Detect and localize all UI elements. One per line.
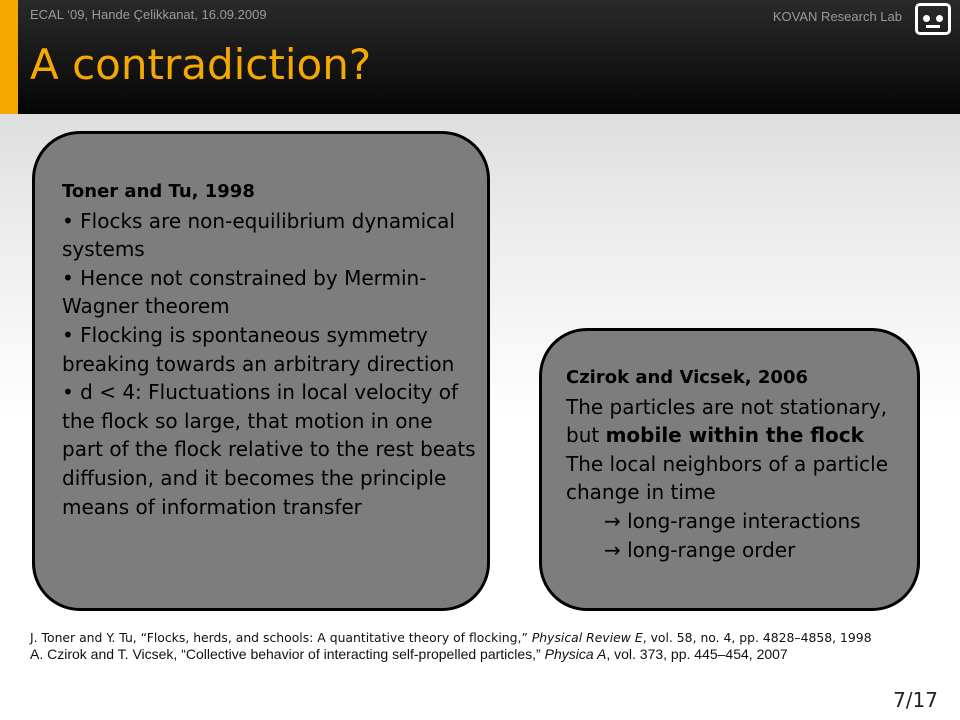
arrow-line: → long-range interactions [604,508,861,533]
reference-item [30,646,930,663]
toner-tu-panel [32,131,490,611]
slide-meta-right: KOVAN Research Lab [772,9,902,24]
logo-eye-right-icon [936,15,943,22]
logo-eye-left-icon [923,15,930,22]
reference-text: A. Czirok and T. Vicsek, “Collective behavior of interacting self-propelled particles,” [30,646,545,662]
panel-text: The local neighbors of a particle change in time [566,451,889,505]
reference-text: , vol. 373, pp. 445–454, 2007 [606,646,788,662]
bullet-item: • Flocking is spontaneous symmetry breaking towards an arbitrary direction [62,322,455,376]
czirok-vicsek-panel [539,328,920,611]
panel-text [566,393,917,450]
accent-bar [0,0,18,114]
references [30,629,930,663]
logo-mouth-icon [926,25,940,28]
text-plain: The particles are not stationary, but [566,394,888,448]
reference-journal: Physica A [544,646,607,662]
bullet-item: • d < 4: Fluctuations in local velocity of the flock so large, that motion in one part of the flock relative to the rest beats diffusion, and it becomes the principle means of information transfer [62,380,476,519]
panel-heading: Toner and Tu, 1998 [62,181,255,202]
slide-meta-left: ECAL ‘09, Hande Çelikkanat, 16.09.2009 [30,7,267,22]
page-number: 7/17 [893,688,938,712]
panel-heading: Czirok and Vicsek, 2006 [566,367,808,388]
arrow-line: → long-range order [604,537,796,562]
text-bold: mobile within the flock [605,423,864,448]
bullet-item: • Hence not constrained by Mermin-Wagner theorem [62,265,427,319]
slide-title: A contradiction? [30,40,372,89]
kovan-logo-icon [915,3,951,35]
reference-text: , vol. 58, no. 4, pp. 4828–4858, 1998 [642,630,872,645]
reference-item [30,629,930,646]
bullet-item: • Flocks are non-equilibrium dynamical systems [62,208,455,262]
reference-journal: Physical Review E [531,630,643,645]
reference-text: J. Toner and Y. Tu, “Flocks, herds, and schools: A quantitative theory of flocking,” [30,630,532,645]
